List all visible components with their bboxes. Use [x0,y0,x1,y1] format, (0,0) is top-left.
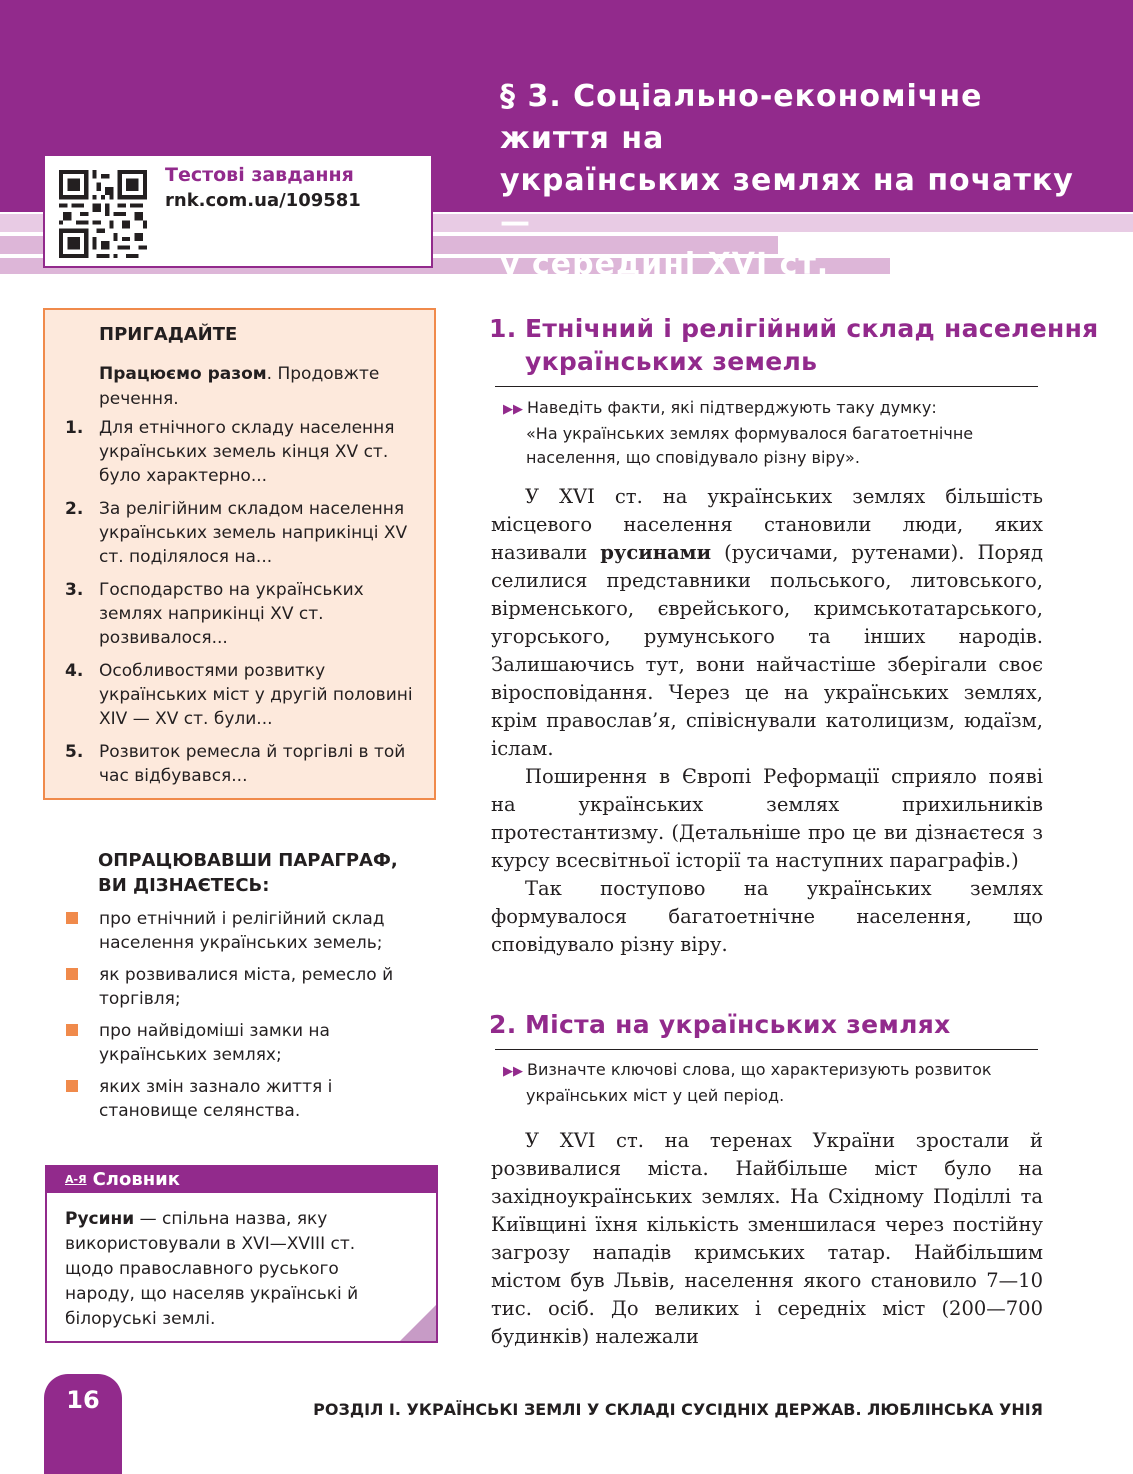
remember-box [43,308,436,800]
double-arrow-icon: ▶▶ [503,1064,523,1079]
qr-code-icon[interactable] [59,170,147,258]
page-number-tab [44,1374,122,1474]
list-item [66,963,426,1011]
page-number: 16 [66,1386,100,1414]
divider [495,1049,1038,1050]
section-1-heading [489,312,1099,378]
item-text: про найвідоміші замки на українських землях; [99,1021,330,1065]
item-number: 3. [65,580,84,600]
list-item [65,740,425,788]
text-run: У XVI ст. на українських землях більшість місцевого населення становили люди, яких називали [491,485,1043,564]
learn-title [98,848,398,898]
item-number: 4. [65,661,84,681]
section-title-line: українських земель [525,347,818,376]
item-text: як розвивалися міста, ремесло й торгівля; [99,965,394,1009]
dictionary-title: Словник [92,1169,180,1190]
bullet-icon [66,1080,78,1092]
item-number: 2. [65,499,84,519]
item-text: За релігійним складом населення українських земель наприкінці XV ст. поділялося на... [99,499,408,567]
paragraph: Поширення в Європі Реформації сприяло появі на українських землях прихильників протестантизму. (Детальніше про це ви дізнаєтеся з курсу всесвітньої історії та наступних параграфів.) [491,765,1043,872]
remember-title: ПРИГАДАЙТЕ [99,324,238,345]
section-2-body [491,1127,1043,1351]
section-2-heading [489,1008,951,1041]
item-text: про етнічний і релігійний склад населення українських земель; [99,909,385,953]
item-text: Розвиток ремесла й торгівлі в той час відбувався... [99,742,406,786]
section-number: 2. [489,1010,517,1039]
remember-intro [99,362,419,412]
intro-bold: Працюємо разом [99,364,267,384]
bullet-icon [66,912,78,924]
test-tasks-box [43,154,433,268]
list-item [66,1019,426,1067]
section-2-task [503,1058,1043,1108]
dictionary-definition: — спільна назва, яку використовували в XVI—XVIII ст. щодо православного руського народу, що населяв українські й білоруські землі. [65,1209,359,1329]
dictionary-term: Русини [65,1209,135,1229]
bullet-icon [66,968,78,980]
item-text: Господарство на українських землях наприкінці XV ст. розвивалося... [99,580,364,648]
item-number: 5. [65,742,84,762]
list-item [66,1075,426,1123]
paragraph: Так поступово на українських землях формувалося багатоетнічне населення, що сповідувало різну віру. [491,877,1043,956]
item-number: 1. [65,418,84,438]
section-title-line: Міста на українських землях [525,1010,951,1039]
bullet-icon [66,1024,78,1036]
task-text: Визначте ключові слова, що характеризують розвиток [527,1060,992,1079]
remember-list [65,416,425,797]
dictionary-box [45,1165,438,1343]
paragraph [491,483,1043,763]
double-arrow-icon: ▶▶ [503,402,523,417]
test-tasks-label: Тестові завдання [165,164,354,186]
list-item [66,907,426,955]
item-text: Особливостями розвитку українських міст у другій половині XIV — XV ст. були... [99,661,413,729]
list-item [65,659,425,731]
item-text: яких змін зазнало життя і становище селянства. [99,1077,333,1121]
learn-title-line: ОПРАЦЮВАВШИ ПАРАГРАФ, [98,850,398,871]
paragraph: У XVI ст. на теренах України зростали й розвивалися міста. Найбільше міст було на західноукраїнських землях. На Східному Поділлі та Київщині їхня кількість зменшилася через постійну загрозу нападів кримських татар. Найбільшим містом був Львів, населення якого становило 7—10 тис. осіб. До великих і середніх міст (200—700 будинків) належали [491,1129,1043,1348]
task-text: українських міст у цей період. [526,1086,785,1105]
chapter-footer: РОЗДІЛ І. УКРАЇНСЬКІ ЗЕМЛІ У СКЛАДІ СУСІДНІХ ДЕРЖАВ. ЛЮБЛІНСЬКА УНІЯ [313,1400,1043,1419]
list-item [65,416,425,488]
learn-title-line: ВИ ДІЗНАЄТЕСЬ: [98,875,270,896]
dictionary-header [47,1167,436,1193]
list-item [65,497,425,569]
title-line: українських землях на початку — [500,163,1074,240]
section-1-task [503,396,1043,470]
item-text: Для етнічного складу населення українських земель кінця XV ст. було характерно... [99,418,395,486]
intro-rest: . Продовжте речення. [99,364,380,409]
page-title [500,76,1100,286]
learn-list [66,907,426,1131]
list-item [65,578,425,650]
divider [495,386,1038,387]
text-run: (русичами, рутенами). Поряд селилися представники польського, литовського, вірменського, єврейського, кримськотатарського, угорського, румунського та інших народів. Залишаючись тут, вони найчастіше зберігали своє віросповідання. Через це на українських землях, крім православ’я, співіснували католицизм, юдаїзм, іслам. [491,541,1043,760]
bold-term: русинами [600,541,712,564]
section-1-body [491,483,1043,959]
test-tasks-link[interactable]: rnk.com.ua/109581 [165,190,361,211]
task-text: «На українських землях формувалося багатоетнічне населення, що сповідувало різну віру». [526,424,974,467]
page-corner-icon [400,1305,436,1341]
section-number: 1. [489,314,517,343]
task-text: Наведіть факти, які підтверджують таку думку: [527,398,937,417]
title-line: у середині XVI ст. [500,247,830,282]
section-title-line: Етнічний і релігійний склад населення [525,314,1099,343]
title-line: § 3. Соціально-економічне життя на [500,79,983,156]
dictionary-icon: А-Я [65,1173,87,1186]
dictionary-entry [47,1193,385,1332]
